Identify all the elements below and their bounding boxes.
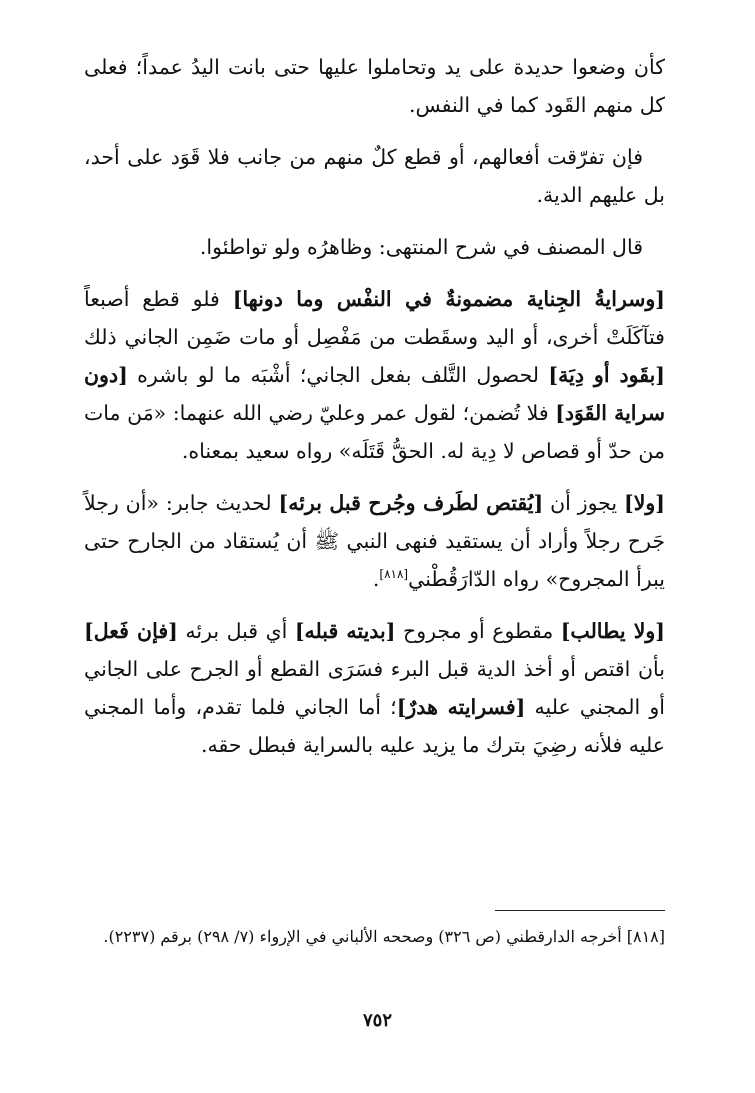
matn-bracket: [يُقتص لطَرف وجُرح قبل برئه] — [278, 491, 544, 515]
commentary-text: أي قبل برئه — [177, 619, 295, 643]
commentary-text: لحديث جابر: «أن رجلاً جَرح رجلاً وأراد أن يستقيد فنهى النبي ﷺ أن يُستقاد من الجارح حتى يبرأ المجروح» رواه الدّارَقُطْني — [84, 491, 665, 591]
commentary-text: لحصول التَّلف بفعل الجاني؛ أشْبَه ما لو باشره — [127, 363, 549, 387]
paragraph-4 — [84, 280, 665, 470]
paragraph-3: قال المصنف في شرح المنتهى: وظاهرُه ولو تواطئوا. — [199, 235, 643, 259]
commentary-text: ؛ أما الجاني فلما تقدم، وأما المجني عليه فلأنه رضِيَ بترك ما يزيد عليه بالسراية فبطل حقه. — [84, 695, 665, 757]
paragraph-6 — [84, 612, 665, 764]
matn-bracket: [بقَود أو دِيَة] — [548, 363, 665, 387]
commentary-text: بأن اقتص أو أخذ الدية قبل البرء فسَرَى القطع أو الجرح على الجاني أو المجني عليه — [84, 657, 665, 719]
paragraph-2: فإن تفرّقت أفعالهم، أو قطع كلٌ منهم من جانب فلا قَوَد على أحد، بل عليهم الدية. — [84, 145, 665, 207]
matn-bracket: [ولا يطالب] — [560, 619, 665, 643]
paragraph-5 — [84, 484, 665, 598]
main-text — [84, 48, 665, 778]
footnote-divider — [495, 910, 665, 911]
matn-bracket: [بديته قبله] — [294, 619, 396, 643]
matn-bracket: [فإن فَعل] — [84, 619, 178, 643]
matn-bracket: [فسرايته هدرٌ] — [396, 695, 526, 719]
footnote-reference[interactable]: [٨١٨] — [379, 567, 409, 582]
commentary-text: فلو قطع أصبعاً فتآكَلَتْ أخرى، أو اليد وسقَطت من مَفْصِل أو مات ضَمِن الجاني ذلك — [84, 287, 665, 349]
paragraph-1: كأن وضعوا حديدة على يد وتحاملوا عليها حتى بانت اليدُ عمداً؛ فعلى كل منهم القَود كما في النفس. — [84, 55, 665, 117]
matn-bracket: [وسرايةُ الجِناية مضمونةٌ في النفْس وما دونها] — [232, 287, 665, 311]
commentary-text: فلا تُضمن؛ لقول عمر وعليّ رضي الله عنهما: «مَن مات من حدّ أو قصاص لا دِية له. الحقُّ قَتَلَه» رواه سعيد بمعناه. — [84, 401, 665, 463]
matn-bracket: [دون سراية القَوَد] — [84, 363, 665, 425]
footnote: [٨١٨] أخرجه الدارقطني (ص ٣٢٦) وصححه الألباني في الإرواء (٧/ ٢٩٨) برقم (٢٢٣٧). — [103, 927, 665, 946]
commentary-text: يجوز أن — [543, 491, 624, 515]
matn-bracket: [ولا] — [624, 491, 665, 515]
commentary-text: . — [372, 567, 380, 591]
page-number: ٧٥٢ — [362, 1010, 392, 1031]
commentary-text: مقطوع أو مجروح — [395, 619, 561, 643]
